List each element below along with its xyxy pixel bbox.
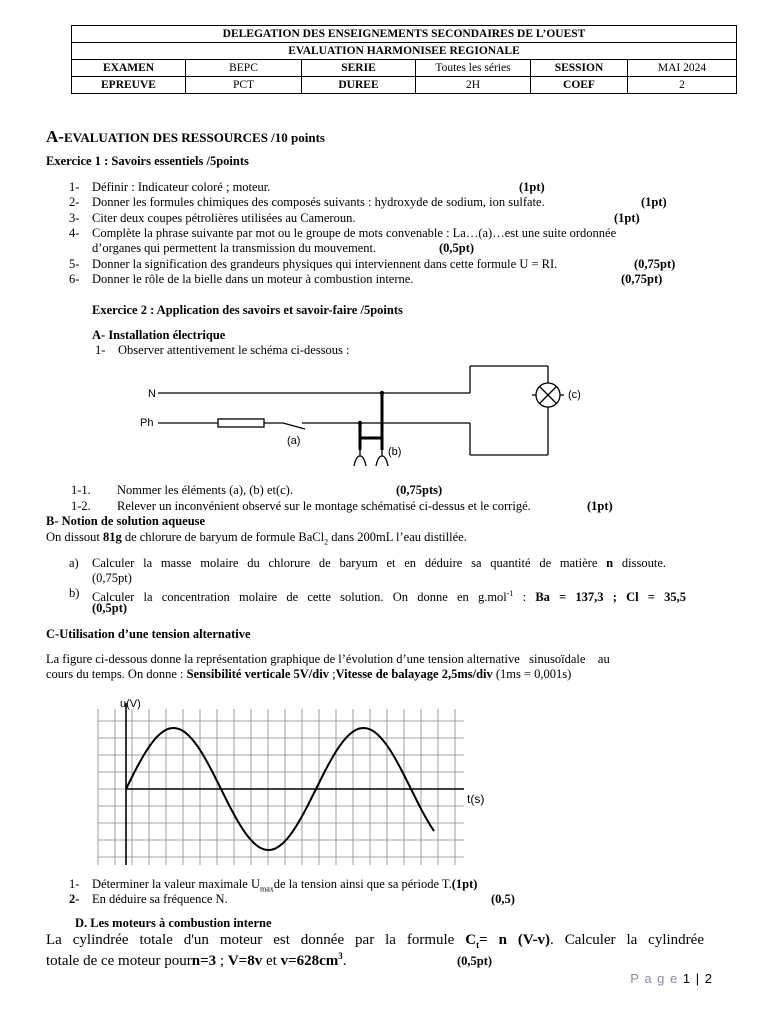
points: (1pt) [587,499,613,513]
part-d-title: D. Les moteurs à combustion interne [75,916,272,930]
list-item: 4- Complète la phrase suivante par mot ou le groupe de mots convenable : La…(a)…est une suite ordonnée [69,226,617,240]
y-axis-label: u(V) [120,698,141,710]
x-axis-label: t(s) [467,792,485,806]
part-a-q1-1: 1-1. Nommer les éléments (a), (b) et(c). [71,483,293,497]
points: (1pt) [614,211,640,225]
header-delegation: DELEGATION DES ENSEIGNEMENTS SECONDAIRES DE L’OUEST [72,26,737,43]
part-b-question-b-text: Calculer la concentration molaire de cette solution. On donne en g.mol$^{-1}$ : Ba = 137,3 ; Cl = 35,5 [92,589,686,605]
section-a-letter: A- [46,127,64,146]
exercise-2-title: Exercice 2 : Application des savoirs et savoir-faire /5points [92,303,403,317]
diagram-label-ph: Ph [140,417,154,429]
page-footer: P a g e 1 | 2 [630,971,713,986]
part-a-q1-2: 1-2. Relever un inconvénient observé sur le montage schématisé ci-dessus et le corrigé. [71,499,531,513]
list-item: 5- Donner la signification des grandeurs physiques qui interviennent dans cette formule U = RI. [69,257,558,271]
header-cell: SERIE [302,60,416,77]
part-b-title: B- Notion de solution aqueuse [46,514,206,528]
header-row-exam [72,60,737,77]
switch-icon [283,423,305,429]
points: (1pt) [519,180,545,194]
header-cell: COEF [531,77,628,94]
header-cell: BEPC [186,60,302,77]
part-b-question-a: a) [69,556,79,570]
diagram-label-a: (a) [287,435,301,447]
header-cell: SESSION [531,60,628,77]
part-b-intro: On dissout 81g de chlorure de baryum de formule BaCl$_2$ dans 200mL l’eau distillée. [46,530,467,547]
section-a-text: EVALUATION DES RESSOURCES /10 points [63,130,325,145]
part-c-intro-line1: La figure ci-dessous donne la représentation graphique de l’évolution d’une tension alternative sinusoïdale au [46,652,610,666]
header-cell: EPREUVE [72,77,186,94]
diagram-label-n: N [148,388,156,400]
section-a-title [46,127,325,147]
diagram-label-c: (c) [568,389,581,401]
part-c-q1: 1- Déterminer la valeur maximale $U_{max}de$ la tension ainsi que sa période T.(1pt) [69,877,478,894]
header-cell: Toutes les séries [416,60,531,77]
points: (0,75pt) [634,257,676,271]
points: (0,5pt) [457,954,493,968]
header-row-epreuve [72,77,737,94]
sinusoidal-voltage-graph [90,693,500,873]
part-c-title: C-Utilisation d’une tension alternative [46,627,251,641]
part-b-question-b: b) [69,586,80,600]
points: (0,75pts) [396,483,443,497]
part-d-line2: totale de ce moteur pourn=3 ; V=8v et $v=628cm^3$. [46,951,347,969]
electrical-diagram [130,360,600,480]
points: (0,5) [491,892,515,906]
part-a-q1: 1- Observer attentivement le schéma ci-dessous : [95,343,350,357]
diagram-label-b: (b) [388,446,402,458]
points: (0,75pt) [621,272,663,286]
list-item-continued: d’organes qui permettent la transmission du mouvement. [92,241,377,255]
part-b-question-a-pts: (0,75pt) [92,571,132,585]
header-cell: MAI 2024 [628,60,737,77]
header-evaluation: EVALUATION HARMONISEE REGIONALE [72,43,737,60]
points: (1pt) [641,195,667,209]
header-cell: 2 [628,77,737,94]
part-d-line1: La cylindrée totale d'un moteur est donnée par la formule $C_t= n$ (V-v). Calculer la cylindrée [46,932,704,950]
part-b-question-a-text: Calculer la masse molaire du chlorure de baryum et en déduire sa quantité de matière n dissoute. [92,556,666,570]
part-c-intro-line2: cours du temps. On donne : Sensibilité verticale 5V/div ;Vitesse de balayage 2,5ms/div (1ms = 0,001s) [46,667,572,681]
exercise-1-title: Exercice 1 : Savoirs essentiels /5points [46,154,249,168]
list-item: 6- Donner le rôle de la bielle dans un moteur à combustion interne. [69,272,414,286]
points: (0,5pt) [439,241,475,255]
fuse-icon [218,419,264,427]
header-cell: EXAMEN [72,60,186,77]
header-table [71,25,737,94]
part-a-title: A- Installation électrique [92,328,226,342]
part-c-q2: 2- En déduire sa fréquence N. [69,892,228,906]
list-item: 2- Donner les formules chimiques des composés suivants : hydroxyde de sodium, ion sulfate. [69,195,545,209]
list-item: 3- Citer deux coupes pétrolières utilisées au Cameroun. [69,211,356,225]
header-cell: DUREE [302,77,416,94]
points: (0,5pt) [92,601,128,615]
header-cell: PCT [186,77,302,94]
header-cell: 2H [416,77,531,94]
list-item: 1- Définir : Indicateur coloré ; moteur. [69,180,271,194]
